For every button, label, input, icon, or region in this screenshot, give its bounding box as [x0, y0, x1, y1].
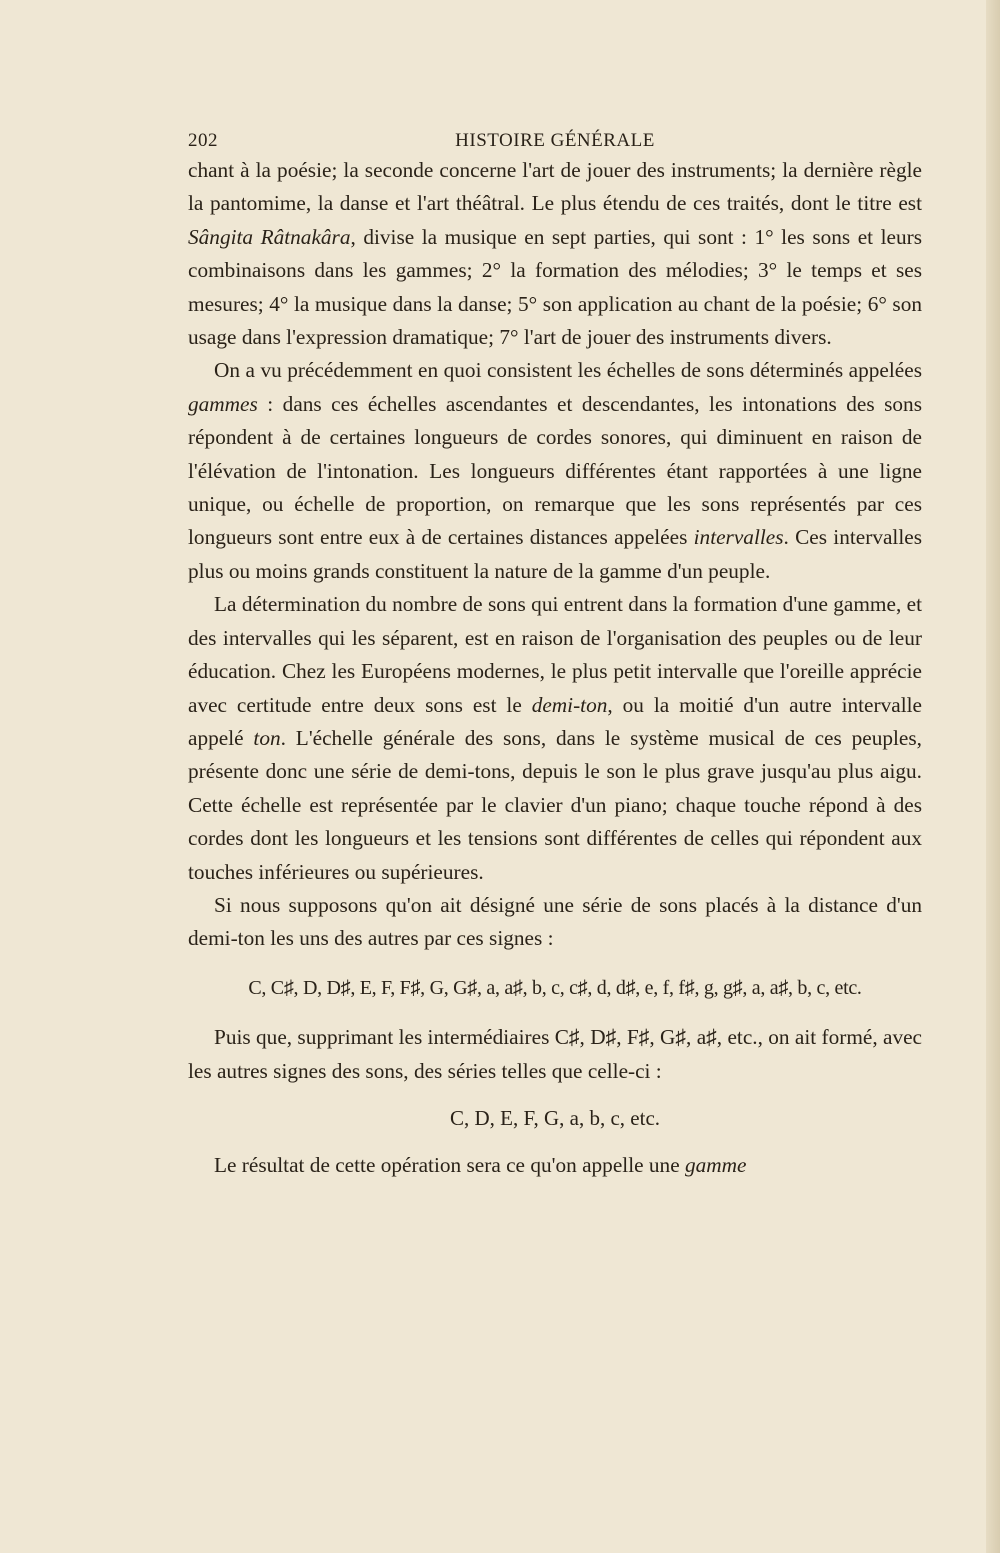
paragraph: Le résultat de cette opération sera ce qu'on appelle une gamme: [214, 1153, 747, 1178]
italic-term: ton: [253, 725, 281, 750]
body-text: [188, 154, 922, 1183]
paragraph: La détermination du nombre de sons qui entrent dans la formation d'une gamme, et des intervalles qui les séparent, est en raison de l'organisation des peuples ou de leur éducation. Chez les Européens modernes, le plus petit intervalle que l'oreille apprécie avec certitude entre deux sons est le demi-ton, ou la moitié d'un autre intervalle appelé ton. L'échelle générale des sons, dans le système musical de ces peuples, présente donc une série de demi-tons, depuis le son le plus grave jusqu'au plus aigu. Cette échelle est représentée par le clavier d'un piano; chaque touche répond à des cordes dont les longueurs et les tensions sont différentes de celles qui répondent aux touches inférieures ou supérieures.: [188, 592, 922, 884]
running-head: [188, 124, 922, 154]
paragraph: Si nous supposons qu'on ait désigné une série de sons placés à la distance d'un demi-ton les uns des autres par ces signes :: [188, 892, 922, 951]
page-number: 202: [188, 130, 218, 151]
running-title: HISTOIRE GÉNÉRALE: [455, 130, 655, 151]
italic-term: demi-ton: [531, 692, 608, 717]
italic-term: intervalles: [693, 525, 784, 550]
italic-term: Sângita Râtnakâra: [188, 224, 351, 249]
page-edge-shadow: [986, 0, 1000, 1553]
paragraph: chant à la poésie; la seconde concerne l'art de jouer des instruments; la dernière règle la pantomime, la danse et l'art théâtral. Le plus étendu de ces traités, dont le titre est Sângita Râtnakâra, divise la musique en sept parties, qui sont : 1° les sons et leurs combinaisons dans les gammes; 2° la formation des mélodies; 3° le temps et ses mesures; 4° la musique dans la danse; 5° son application au chant de la poésie; 6° son usage dans l'expression dramatique; 7° l'art de jouer des instruments divers.: [188, 158, 922, 350]
paragraph: On a vu précédemment en quoi consistent les échelles de sons déterminés appelées gammes : dans ces échelles ascendantes et descendantes, les intonations des sons répondent à de certaines longueurs de cordes sonores, qui diminuent en raison de l'élévation de l'intonation. Les longueurs différentes étant rapportées à une ligne unique, ou échelle de proportion, on remarque que les sons représentés par ces longueurs sont entre eux à de certaines distances appelées intervalles. Ces intervalles plus ou moins grands constituent la nature de la gamme d'un peuple.: [188, 358, 922, 583]
book-page: [188, 124, 922, 1183]
chromatic-note-series: C, C♯, D, D♯, E, F, F♯, G, G♯, a, a♯, b, c, c♯, d, d♯, e, f, f♯, g, g♯, a, a♯, b, c, etc.: [248, 976, 862, 999]
italic-term: gammes: [188, 391, 258, 416]
diatonic-note-series: C, D, E, F, G, a, b, c, etc.: [449, 1105, 661, 1130]
paragraph: Puis que, supprimant les intermédiaires C♯, D♯, F♯, G♯, a♯, etc., on ait formé, avec les autres signes des sons, des séries telles que celle-ci :: [188, 1025, 922, 1083]
italic-term: gamme: [684, 1153, 747, 1178]
